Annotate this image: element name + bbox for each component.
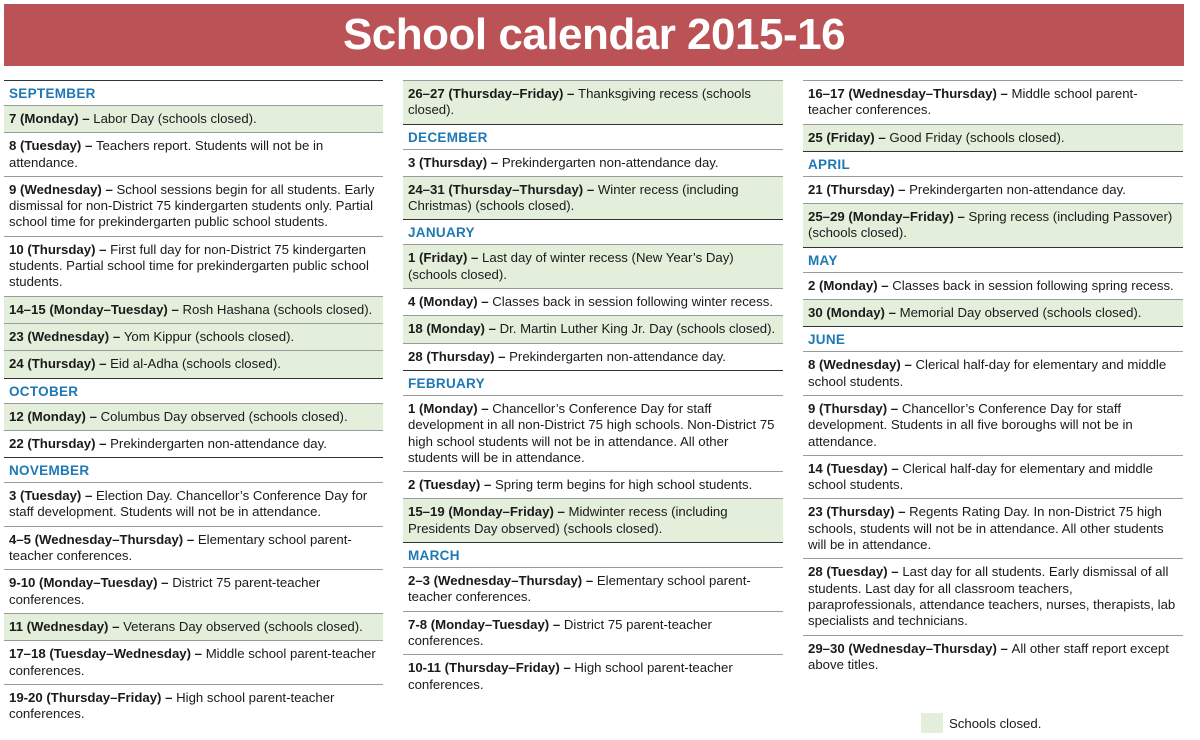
entry-text: Last day of winter recess (New Year’s Day) (schools closed).	[408, 250, 734, 282]
entry-date: 28 (Thursday) –	[408, 348, 510, 364]
calendar-entry	[803, 395, 1183, 455]
entry-text: Dr. Martin Luther King Jr. Day (schools closed).	[499, 321, 776, 337]
entry-text: District 75 parent-teacher conferences.	[9, 575, 321, 607]
calendar-entry-closed	[4, 403, 383, 430]
entry-date: 8 (Tuesday) –	[9, 138, 96, 154]
entry-date: 21 (Thursday) –	[808, 181, 910, 197]
entry-text: Clerical half-day for elementary and middle school students.	[808, 460, 1153, 493]
entry-text: Elementary school parent-teacher conferences.	[408, 573, 751, 605]
entry-text: Labor Day (schools closed).	[93, 111, 257, 126]
calendar-column-1	[4, 80, 383, 727]
calendar-entry	[803, 351, 1183, 395]
calendar-entry	[4, 569, 383, 613]
entry-date: 28 (Tuesday) –	[808, 564, 903, 580]
calendar-entry-closed	[403, 176, 783, 220]
calendar-entry	[4, 684, 383, 728]
entry-text: Memorial Day observed (schools closed).	[899, 305, 1142, 321]
calendar-entry	[403, 149, 783, 176]
entry-text: Elementary school parent-teacher conferences.	[9, 531, 352, 564]
entry-date: 4–5 (Wednesday–Thursday) –	[9, 531, 198, 547]
calendar-entry-closed	[803, 299, 1183, 326]
calendar-entry-closed	[803, 124, 1183, 151]
entry-text: Winter recess (including Christmas) (schools closed).	[408, 181, 739, 214]
entry-text: Spring term begins for high school students.	[494, 477, 753, 493]
calendar-entry	[403, 288, 783, 315]
entry-date: 25–29 (Monday–Friday) –	[808, 209, 969, 225]
calendar-entry	[403, 611, 783, 655]
calendar-entry	[4, 132, 383, 176]
entry-text: First full day for non-District 75 kindergarten students. Partial school time for prekindergarten public school students.	[9, 241, 369, 290]
entry-date: 24–31 (Thursday–Thursday) –	[408, 181, 598, 197]
entry-date: 2–3 (Wednesday–Thursday) –	[408, 573, 597, 589]
entry-text: Rosh Hashana (schools closed).	[182, 301, 373, 317]
calendar-entry	[803, 498, 1183, 558]
entry-text: Classes back in session following winter recess.	[492, 294, 773, 310]
month-heading: MAY	[803, 247, 1183, 272]
month-heading: APRIL	[803, 151, 1183, 176]
calendar-column-2	[403, 80, 783, 698]
entry-date: 14–15 (Monday–Tuesday) –	[9, 301, 183, 317]
entry-text: Middle school parent-teacher conferences.	[9, 646, 376, 678]
entry-text: Election Day. Chancellor’s Conference Day for staff development. Students will not be in attendance.	[9, 488, 368, 520]
calendar-entry-closed	[403, 498, 783, 542]
entry-date: 24 (Thursday) –	[9, 356, 111, 372]
month-heading: JANUARY	[403, 219, 783, 244]
entry-text: Yom Kippur (schools closed).	[123, 328, 295, 344]
calendar-entry	[803, 80, 1183, 124]
calendar-entry	[403, 654, 783, 698]
entry-text: Veterans Day observed (schools closed).	[123, 618, 363, 634]
entry-date: 10 (Thursday) –	[9, 241, 111, 257]
legend	[921, 713, 1041, 733]
month-heading: MARCH	[403, 542, 783, 567]
entry-text: Chancellor’s Conference Day for staff development. Students in all five boroughs will not be in attendance.	[808, 400, 1133, 449]
entry-text: School sessions begin for all students. Early dismissal for non-District 75 kindergarten students only. Partial school time for prekindergarten public school students.	[9, 181, 375, 230]
entry-date: 18 (Monday) –	[408, 321, 500, 337]
calendar-entry	[4, 482, 383, 526]
entry-text: Chancellor’s Conference Day for staff development in all non-District 75 high schools. Non-District 75 high school students will not be in attendance. All other students will be in attendance.	[408, 400, 775, 465]
entry-text: Eid al-Adha (schools closed).	[110, 356, 281, 372]
entry-date: 10-11 (Thursday–Friday) –	[408, 660, 575, 676]
calendar-entry	[803, 455, 1183, 499]
month-heading: JUNE	[803, 326, 1183, 351]
entry-text: District 75 parent-teacher conferences.	[408, 616, 712, 648]
entry-text: Teachers report. Students will not be in attendance.	[9, 138, 324, 170]
entry-date: 11 (Wednesday) –	[9, 618, 124, 634]
entry-text: All other staff report except above titles.	[808, 640, 1169, 672]
calendar-entry	[803, 635, 1183, 679]
entry-date: 22 (Thursday) –	[9, 435, 111, 451]
entry-date: 3 (Thursday) –	[408, 154, 502, 170]
month-heading: NOVEMBER	[4, 457, 383, 482]
entry-date: 29–30 (Wednesday–Thursday) –	[808, 640, 1012, 656]
entry-date: 1 (Monday) –	[408, 400, 493, 416]
entry-date: 9 (Thursday) –	[808, 400, 902, 416]
calendar-entry	[4, 526, 383, 570]
entry-text: Last day for all students. Early dismissal of all students. Last day for all classroom teachers, paraprofessionals, attendance teachers, nurses, therapists, lab specialists and technicians.	[808, 564, 1176, 629]
entry-date: 9-10 (Monday–Tuesday) –	[9, 575, 173, 591]
entry-date: 12 (Monday) –	[9, 408, 101, 424]
entry-date: 2 (Monday) –	[808, 277, 893, 293]
month-heading: DECEMBER	[403, 124, 783, 149]
entry-date: 9 (Wednesday) –	[9, 181, 117, 197]
calendar-entry	[403, 343, 783, 370]
calendar-entry	[403, 395, 783, 471]
entry-text: Spring recess (including Passover) (schools closed).	[808, 209, 1173, 241]
entry-date: 19-20 (Thursday–Friday) –	[9, 689, 177, 705]
entry-text: Classes back in session following spring recess.	[892, 277, 1174, 293]
entry-date: 4 (Monday) –	[408, 294, 493, 310]
legend-label: Schools closed.	[949, 715, 1042, 731]
entry-date: 30 (Monday) –	[808, 305, 900, 321]
entry-text: Prekindergarten non-attendance day.	[501, 154, 719, 170]
entry-date: 15–19 (Monday–Friday) –	[408, 504, 569, 520]
calendar-entry-closed	[4, 296, 383, 323]
calendar-entry-closed	[403, 80, 783, 124]
entry-date: 23 (Wednesday) –	[9, 328, 124, 344]
calendar-entry	[4, 176, 383, 236]
calendar-entry-closed	[403, 244, 783, 288]
calendar-entry	[803, 558, 1183, 634]
entry-date: 2 (Tuesday) –	[408, 477, 495, 493]
entry-date: 3 (Tuesday) –	[9, 488, 96, 504]
month-heading: SEPTEMBER	[4, 80, 383, 105]
calendar-entry	[4, 430, 383, 457]
calendar-entry-closed	[803, 203, 1183, 247]
calendar-entry	[803, 176, 1183, 203]
calendar-column-3	[803, 80, 1183, 678]
calendar-entry	[403, 471, 783, 498]
page-title: School calendar 2015-16	[4, 4, 1184, 66]
entry-text: Regents Rating Day. In non-District 75 high schools, students will not be in attendance. All other students will be in attendance.	[808, 504, 1164, 553]
entry-date: 16–17 (Wednesday–Thursday) –	[808, 86, 1012, 101]
entry-date: 23 (Thursday) –	[808, 504, 910, 520]
entry-text: Thanksgiving recess (schools closed).	[408, 86, 752, 118]
entry-text: High school parent-teacher conferences.	[9, 689, 335, 722]
entry-text: Prekindergarten non-attendance day.	[110, 435, 327, 451]
calendar-entry-closed	[4, 350, 383, 377]
calendar-entry-closed	[4, 323, 383, 350]
entry-text: Middle school parent-teacher conferences.	[808, 86, 1138, 118]
calendar-entry	[803, 272, 1183, 299]
calendar-entry-closed	[403, 315, 783, 342]
entry-text: Midwinter recess (including Presidents Day observed) (schools closed).	[408, 504, 728, 536]
entry-text: Columbus Day observed (schools closed).	[100, 408, 348, 424]
entry-text: Prekindergarten non-attendance day.	[509, 348, 726, 364]
entry-text: High school parent-teacher conferences.	[408, 660, 733, 692]
entry-text: Good Friday (schools closed).	[889, 129, 1065, 145]
month-heading: FEBRUARY	[403, 370, 783, 395]
entry-date: 26–27 (Thursday–Friday) –	[408, 86, 579, 101]
entry-date: 1 (Friday) –	[408, 250, 483, 266]
entry-date: 14 (Tuesday) –	[808, 460, 903, 476]
calendar-entry	[403, 567, 783, 611]
entry-text: Clerical half-day for elementary and middle school students.	[808, 357, 1167, 389]
entry-text: Prekindergarten non-attendance day.	[909, 181, 1126, 197]
entry-date: 7 (Monday) –	[9, 111, 94, 126]
entry-date: 8 (Wednesday) –	[808, 357, 916, 373]
calendar-entry	[4, 236, 383, 296]
entry-date: 17–18 (Tuesday–Wednesday) –	[9, 646, 206, 662]
entry-date: 7-8 (Monday–Tuesday) –	[408, 616, 564, 632]
calendar-entry	[4, 640, 383, 684]
calendar-entry-closed	[4, 105, 383, 132]
entry-date: 25 (Friday) –	[808, 129, 890, 145]
closed-swatch-icon	[921, 713, 943, 733]
calendar-entry-closed	[4, 613, 383, 640]
month-heading: OCTOBER	[4, 378, 383, 403]
